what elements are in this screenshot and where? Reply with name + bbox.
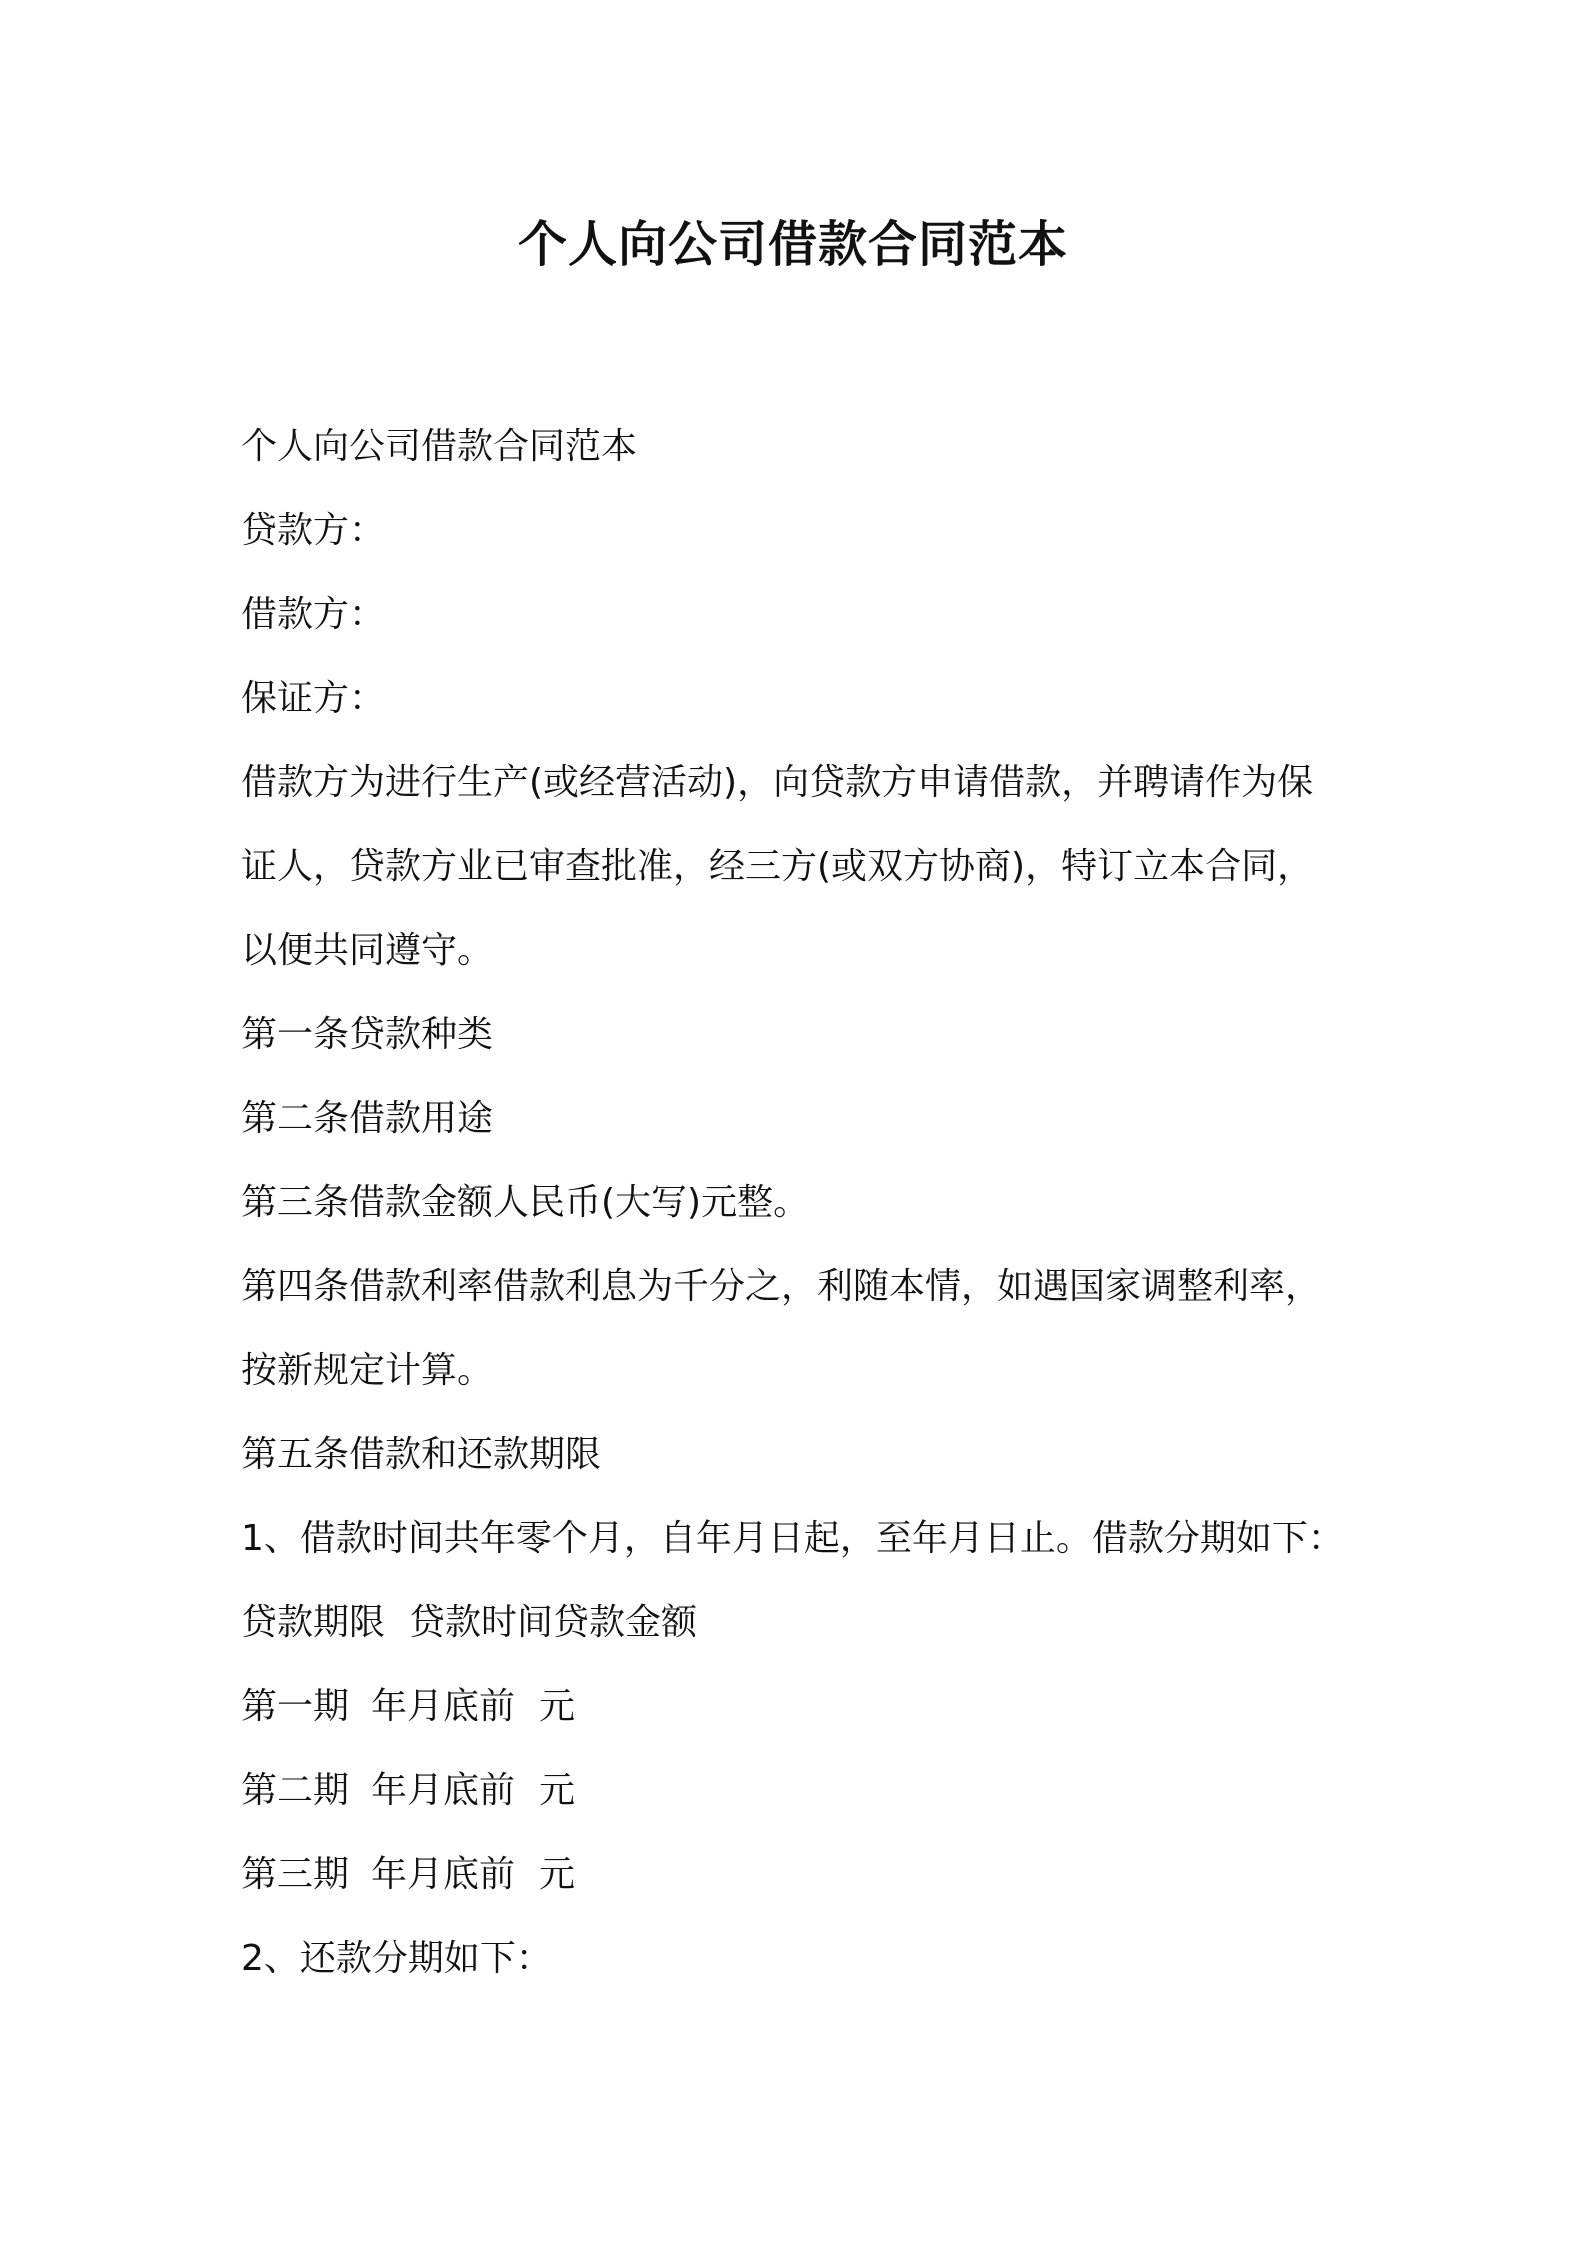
article-5-item-2: 2、还款分期如下： (241, 1938, 552, 1979)
schedule-time: 年月底前 (371, 1854, 516, 1895)
preamble-line: 证人，贷款方业已审查批准，经三方(或双方协商)，特订立本合同， (241, 846, 1314, 887)
party-lender: 贷款方： (241, 510, 386, 551)
article-4-line: 按新规定计算。 (241, 1350, 494, 1391)
article-5: 第五条借款和还款期限 (241, 1434, 602, 1475)
document-body (241, 405, 1371, 2001)
preamble-line: 借款方为进行生产(或经营活动)，向贷款方申请借款，并聘请作为保 (241, 762, 1314, 803)
schedule-header-time-amount: 贷款时间贷款金额 (409, 1602, 698, 1643)
document-subtitle: 个人向公司借款合同范本 (241, 426, 638, 467)
article-5-item-1: 1、借款时间共年零个月，自年月日起，至年月日止。借款分期如下： (241, 1518, 1344, 1559)
schedule-period: 第二期 (241, 1770, 350, 1811)
article-2: 第二条借款用途 (241, 1098, 494, 1139)
schedule-row (241, 1665, 1371, 1749)
article-3: 第三条借款金额人民币(大写)元整。 (241, 1182, 810, 1223)
schedule-header-period: 贷款期限 (241, 1602, 386, 1643)
party-guarantor: 保证方： (241, 678, 386, 719)
party-borrower: 借款方： (241, 594, 386, 635)
preamble-line: 以便共同遵守。 (241, 930, 494, 971)
schedule-amount: 元 (539, 1686, 576, 1727)
schedule-period: 第三期 (241, 1854, 350, 1895)
schedule-time: 年月底前 (371, 1686, 516, 1727)
schedule-row (241, 1833, 1371, 1917)
schedule-period: 第一期 (241, 1686, 350, 1727)
schedule-row (241, 1749, 1371, 1833)
schedule-header-row (241, 1581, 1371, 1665)
schedule-amount: 元 (539, 1854, 576, 1895)
schedule-time: 年月底前 (371, 1770, 516, 1811)
article-4-line: 第四条借款利率借款利息为千分之，利随本情，如遇国家调整利率， (241, 1266, 1322, 1307)
schedule-amount: 元 (539, 1770, 576, 1811)
document-title: 个人向公司借款合同范本 (517, 216, 1068, 273)
article-1: 第一条贷款种类 (241, 1014, 494, 1055)
